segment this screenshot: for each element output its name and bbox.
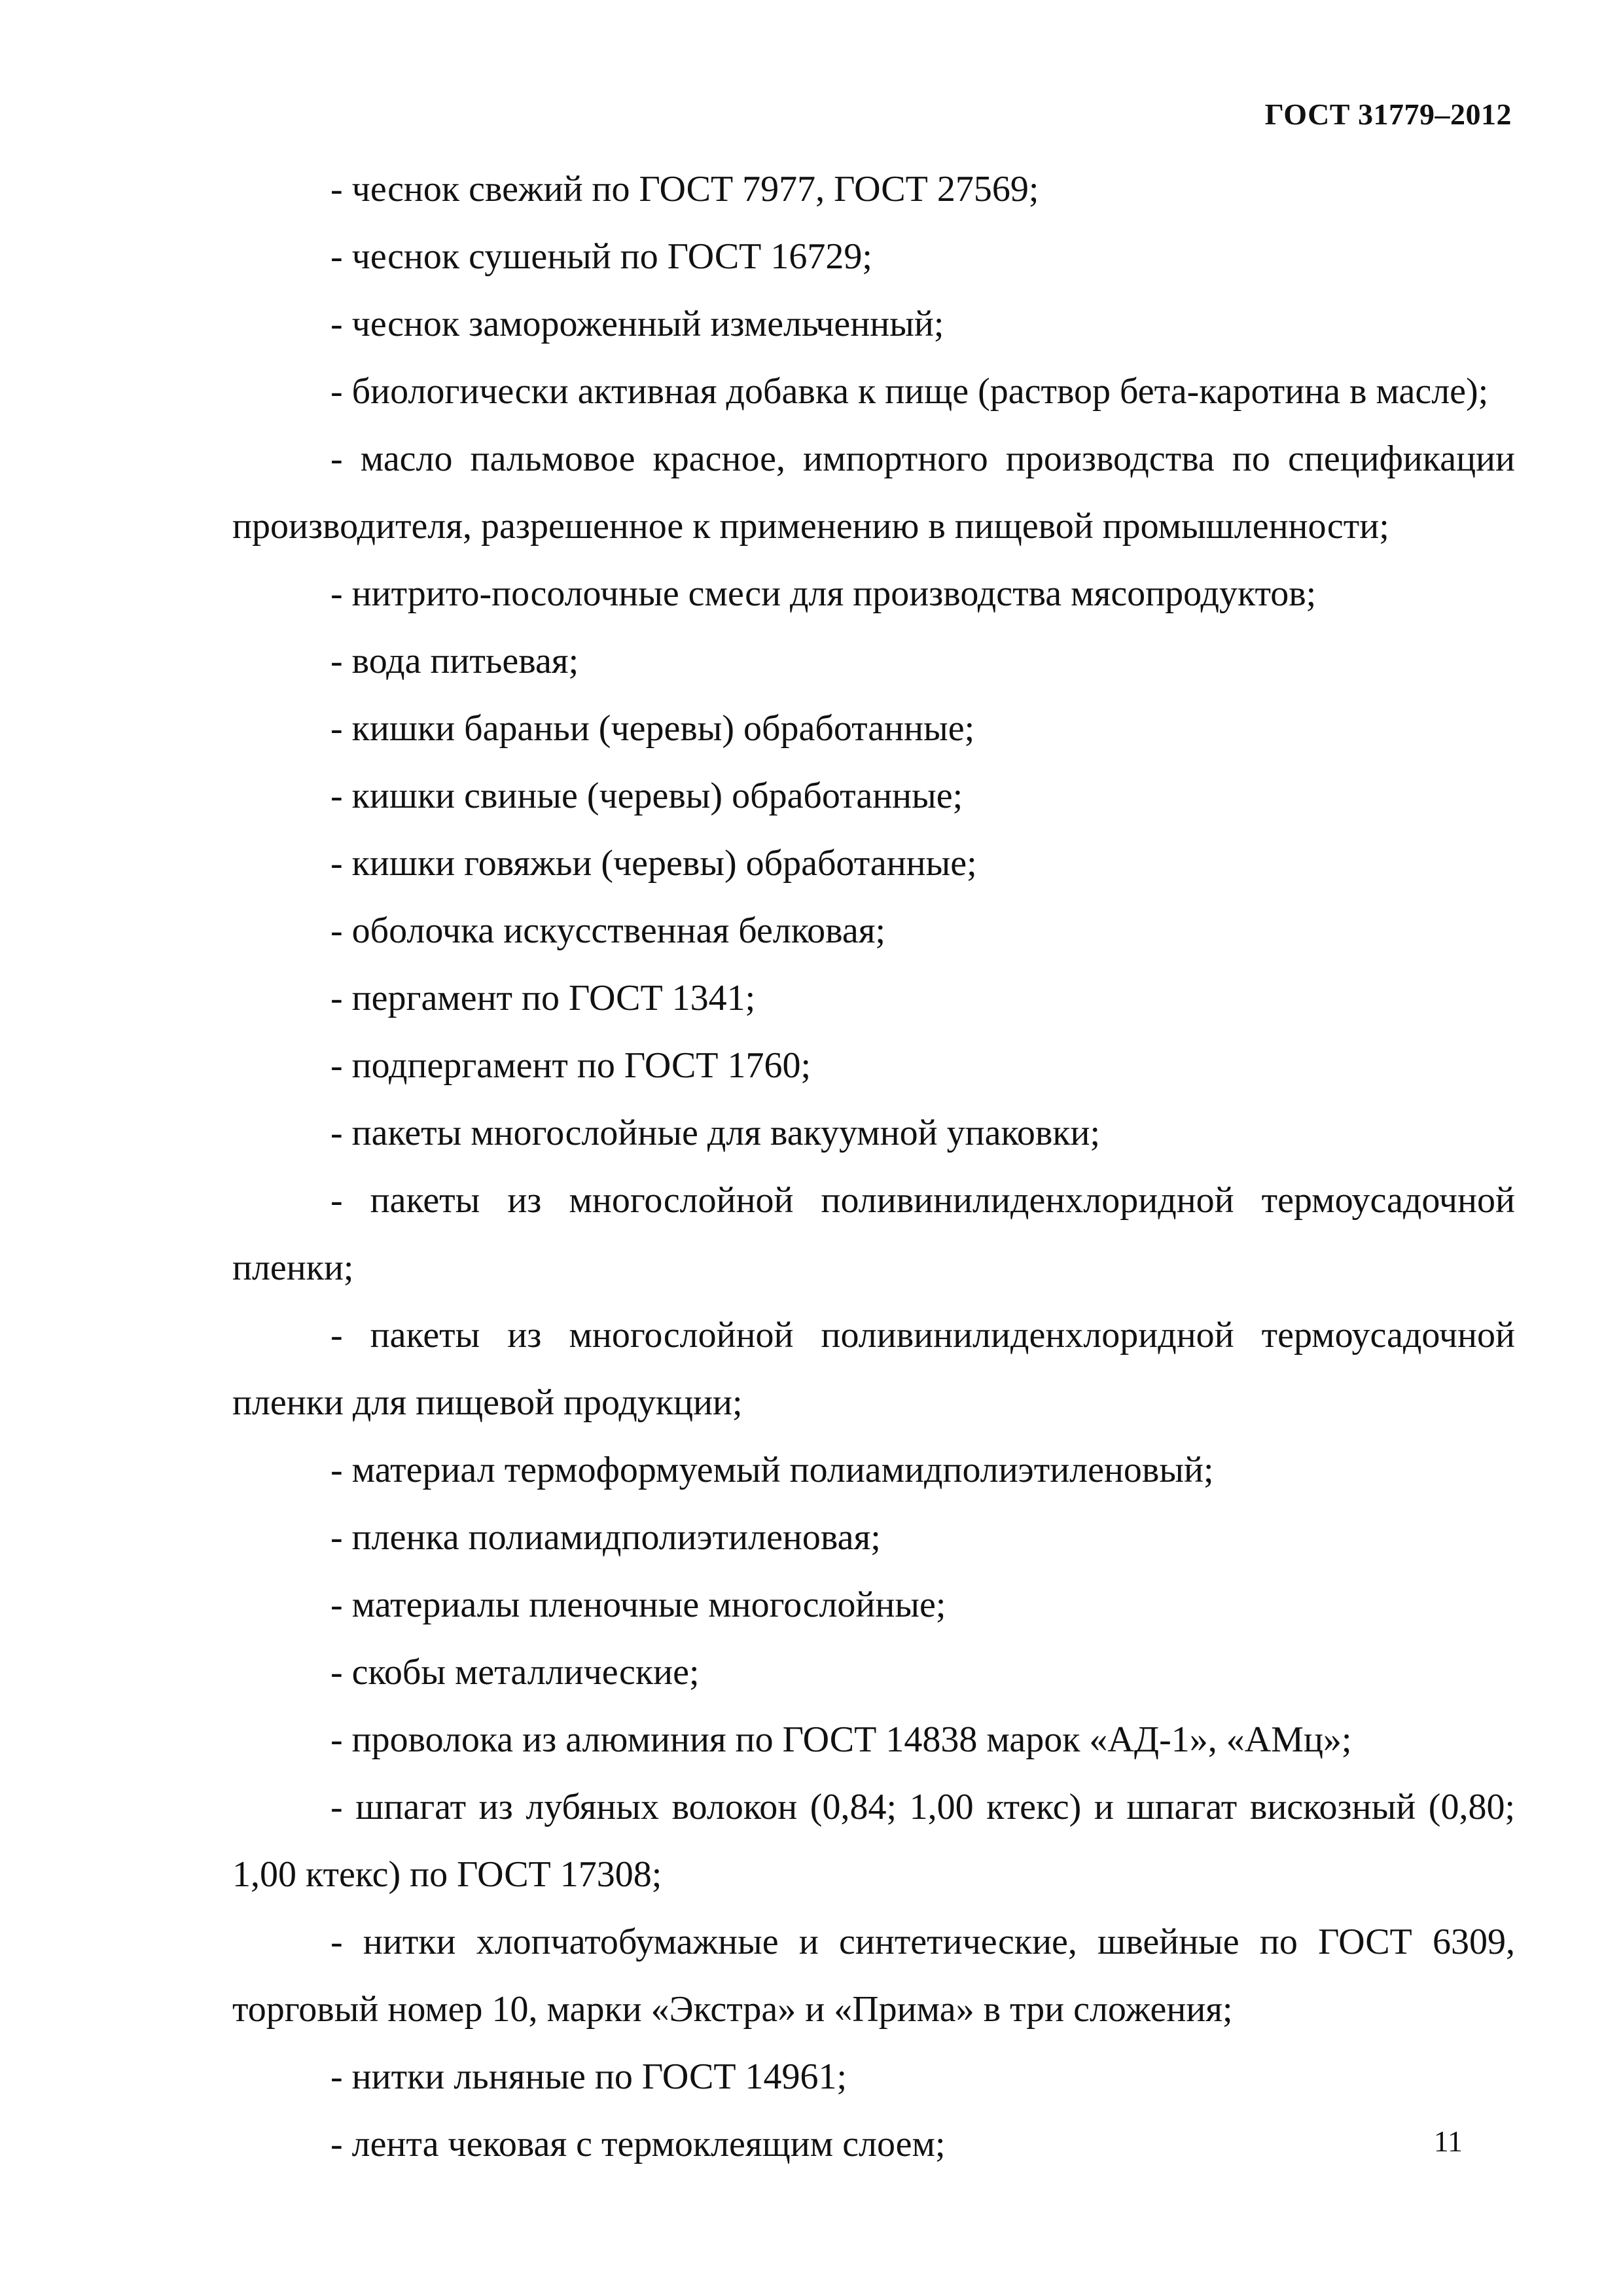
- list-item: - оболочка искусственная белковая;: [330, 910, 886, 951]
- list-item: - чеснок свежий по ГОСТ 7977, ГОСТ 27569;: [330, 169, 1039, 209]
- page-number: 11: [1433, 2125, 1463, 2158]
- list-item: - вода питьевая;: [330, 641, 579, 681]
- list-item: - пергамент по ГОСТ 1341;: [330, 978, 756, 1018]
- list-item: - подпергамент по ГОСТ 1760;: [330, 1045, 812, 1086]
- list-item: - пакеты из многослойной поливинилиденхлоридной термоусадочной пленки для пищевой продукции;: [232, 1315, 1515, 1423]
- list-item: - масло пальмовое красное, импортного производства по спецификации производителя, разрешенное к применению в пищевой промышленности;: [232, 439, 1515, 547]
- list-item: - чеснок сушеный по ГОСТ 16729;: [330, 236, 872, 277]
- list-item: - кишки бараньи (черевы) обработанные;: [330, 708, 975, 749]
- list-item: - пакеты многослойные для вакуумной упаковки;: [330, 1113, 1100, 1153]
- list-item: - кишки говяжьи (черевы) обработанные;: [330, 843, 977, 884]
- list-item: - пленка полиамидполиэтиленовая;: [330, 1517, 881, 1558]
- list-item: - лента чековая с термоклеящим слоем;: [330, 2124, 946, 2164]
- list-item: - материалы пленочные многослойные;: [330, 1585, 946, 1625]
- list-item: - материал термоформуемый полиамидполиэтиленовый;: [330, 1450, 1214, 1490]
- list-item: - кишки свиные (черевы) обработанные;: [330, 776, 963, 816]
- document-code-header: ГОСТ 31779–2012: [1264, 98, 1512, 131]
- list-item: - нитрито-посолочные смеси для производства мясопродуктов;: [330, 573, 1317, 614]
- list-item: - скобы металлические;: [330, 1652, 700, 1693]
- list-item: - чеснок замороженный измельченный;: [330, 304, 944, 344]
- list-item: - нитки хлопчатобумажные и синтетические, швейные по ГОСТ 6309, торговый номер 10, марки «Экстра» и «Прима» в три сложения;: [232, 1922, 1515, 2030]
- list-item: - пакеты из многослойной поливинилиденхлоридной термоусадочной пленки;: [232, 1180, 1515, 1288]
- body-text: [232, 156, 1515, 2178]
- list-item: - проволока из алюминия по ГОСТ 14838 марок «АД-1», «АМц»;: [330, 1719, 1352, 1760]
- list-item: - биологически активная добавка к пище (раствор бета-каротина в масле);: [330, 371, 1489, 412]
- list-item: - шпагат из лубяных волокон (0,84; 1,00 ктекс) и шпагат вискозный (0,80; 1,00 ктекс) по ГОСТ 17308;: [232, 1787, 1515, 1895]
- list-item: - нитки льняные по ГОСТ 14961;: [330, 2056, 847, 2097]
